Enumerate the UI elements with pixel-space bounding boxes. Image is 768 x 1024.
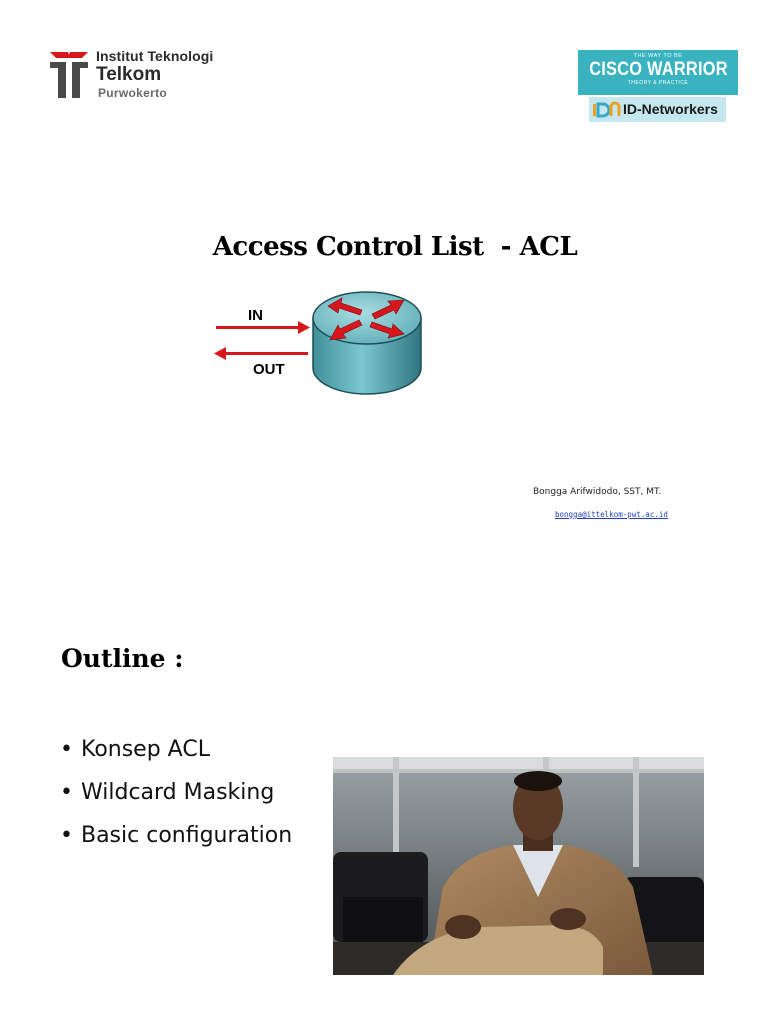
author-email-link[interactable]: bongga@ittelkom-pwt.ac.id xyxy=(555,510,668,519)
author-name: Bongga Arifwidodo, SST, MT. xyxy=(533,487,662,497)
in-label: IN xyxy=(248,307,263,324)
out-label: OUT xyxy=(253,361,285,378)
in-arrow xyxy=(216,321,310,334)
institution-name-line2: Telkom xyxy=(96,64,162,85)
router-top xyxy=(313,292,421,344)
list-item: • Basic configuration xyxy=(60,814,292,857)
institution-name-line1: Institut Teknologi xyxy=(96,48,214,64)
badge-top-text: THE WAY TO BE xyxy=(633,53,683,59)
cisco-warrior-badge xyxy=(578,50,738,95)
presenter-photo xyxy=(333,757,704,975)
badge-sub-text: THEORY & PRACTICE xyxy=(627,80,689,86)
institution-name-line3: Purwokerto xyxy=(98,86,168,100)
outline-list xyxy=(60,728,292,857)
telkom-logo xyxy=(48,48,90,100)
router-diagram xyxy=(210,284,430,399)
idn-mark-icon xyxy=(592,101,622,119)
list-item: • Konsep ACL xyxy=(60,728,292,771)
out-arrow xyxy=(214,347,308,360)
id-networkers-logo xyxy=(589,97,726,122)
slide-title: Access Control List - ACL xyxy=(212,232,578,262)
list-item: • Wildcard Masking xyxy=(60,771,292,814)
badge-main-text: CISCO WARRIOR xyxy=(589,59,728,80)
partner-name: ID-Networkers xyxy=(623,101,718,117)
outline-heading: Outline : xyxy=(61,644,184,673)
